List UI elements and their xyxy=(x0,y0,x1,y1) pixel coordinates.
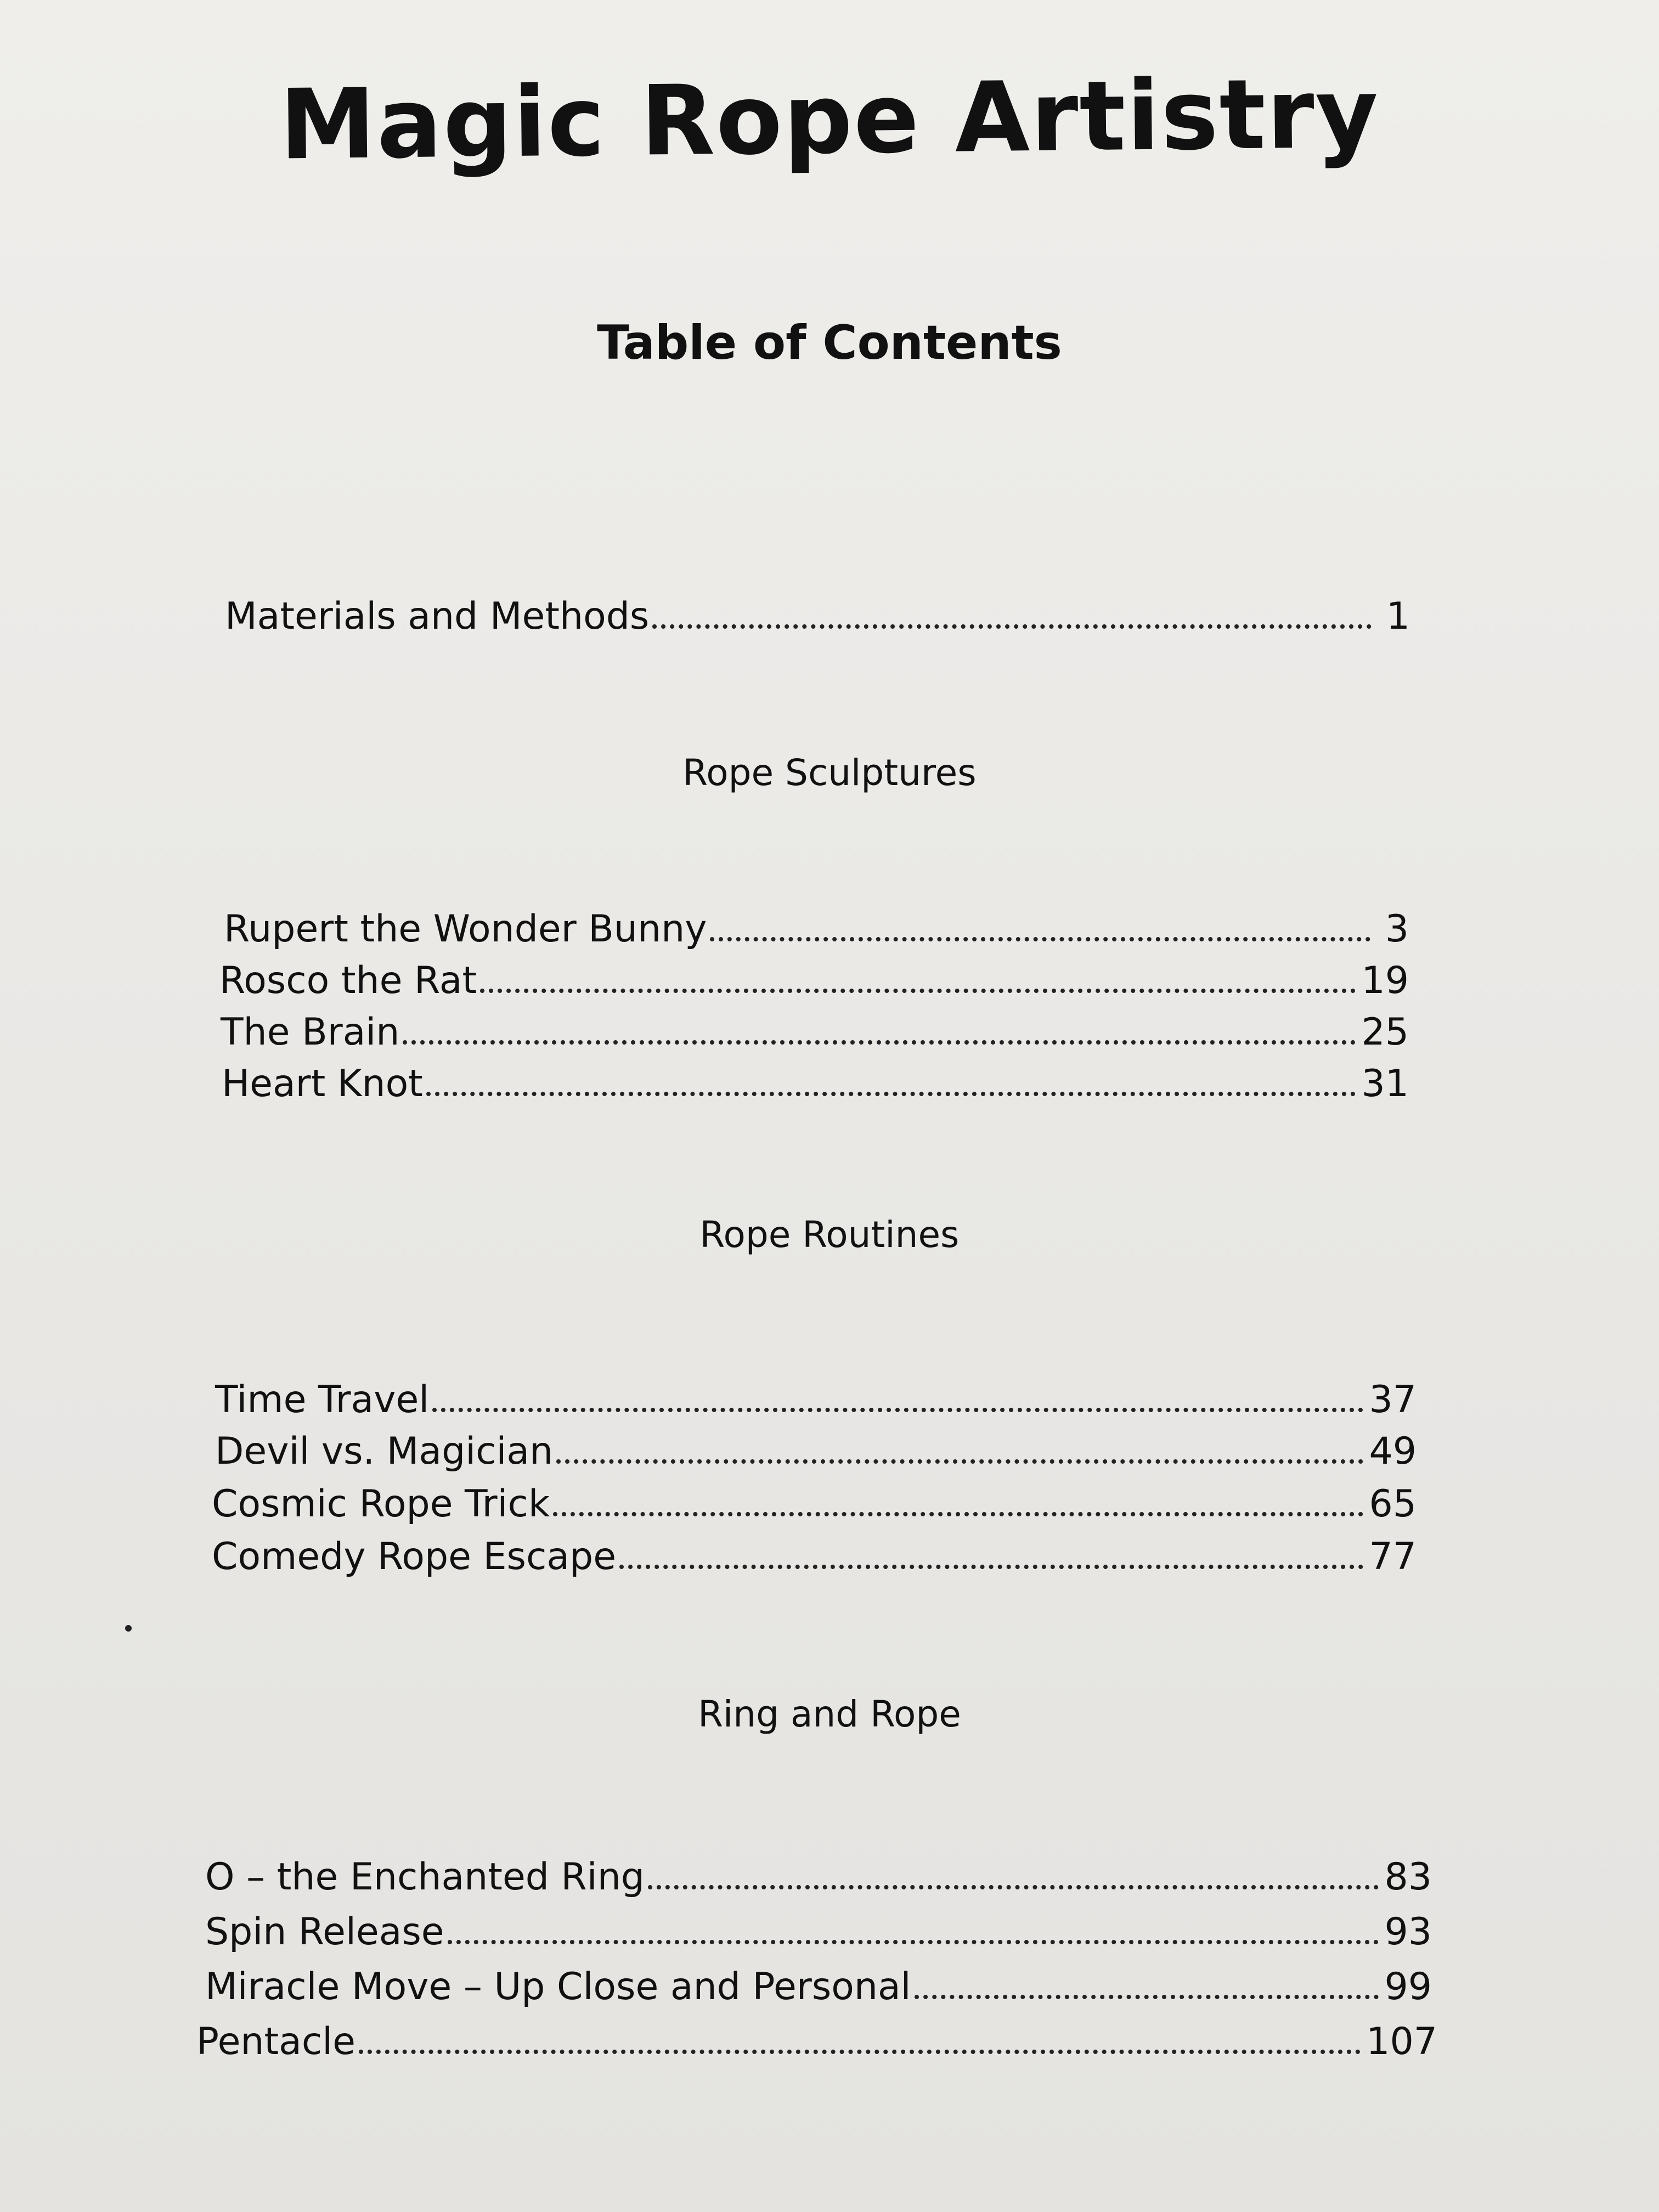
toc-entry xyxy=(225,594,1410,640)
toc-entry-page: 31 xyxy=(1361,1062,1409,1105)
stray-mark xyxy=(125,1625,132,1632)
toc-entry xyxy=(212,1481,1417,1527)
leader-dots xyxy=(553,1512,1363,1516)
toc-entry-page: 49 xyxy=(1369,1430,1417,1473)
toc-heading: Table of Contents xyxy=(597,315,1062,370)
toc-entry-page: 65 xyxy=(1369,1482,1417,1526)
leader-dots xyxy=(710,937,1370,941)
toc-entry-page: 1 xyxy=(1386,595,1410,638)
leader-dots xyxy=(432,1408,1363,1412)
leader-dots xyxy=(648,1885,1379,1889)
leader-dots xyxy=(556,1459,1363,1464)
section-heading-rope-sculptures: Rope Sculptures xyxy=(682,752,977,794)
toc-entry-page: 99 xyxy=(1384,1965,1432,2008)
toc-entry-page: 107 xyxy=(1366,2020,1437,2063)
leader-dots xyxy=(426,1092,1356,1096)
book-title: Magic Rope Artistry xyxy=(279,57,1380,182)
toc-entry-label: Cosmic Rope Trick xyxy=(212,1482,550,1526)
leader-dots xyxy=(448,1940,1379,1944)
toc-entry xyxy=(205,1909,1432,1955)
toc-entry xyxy=(221,1009,1409,1056)
toc-entry-label: Pentacle xyxy=(196,2020,356,2063)
section-heading-rope-routines: Rope Routines xyxy=(699,1214,960,1256)
toc-entry-label: Miracle Move – Up Close and Personal xyxy=(205,1965,911,2008)
toc-entry-label: O – the Enchanted Ring xyxy=(205,1855,645,1899)
toc-entry-label: Rosco the Rat xyxy=(219,959,477,1002)
toc-entry-label: Comedy Rope Escape xyxy=(212,1535,617,1578)
leader-dots xyxy=(359,2050,1361,2054)
toc-entry xyxy=(196,2019,1437,2065)
toc-entry-label: Heart Knot xyxy=(222,1062,423,1105)
leader-dots xyxy=(403,1040,1356,1045)
toc-entry-page: 83 xyxy=(1384,1855,1432,1899)
toc-entry-label: Spin Release xyxy=(205,1910,444,1954)
toc-entry-label: Devil vs. Magician xyxy=(215,1430,554,1473)
leader-dots xyxy=(480,989,1356,993)
leader-dots xyxy=(619,1565,1363,1569)
toc-entry-page: 25 xyxy=(1361,1011,1409,1054)
toc-entry-page: 77 xyxy=(1369,1535,1417,1578)
toc-entry xyxy=(205,1964,1432,2010)
toc-entry xyxy=(205,1854,1432,1900)
toc-entry-label: Time Travel xyxy=(215,1378,430,1421)
toc-entry-page: 93 xyxy=(1384,1910,1432,1954)
leader-dots xyxy=(915,1995,1379,1999)
toc-entry xyxy=(222,1061,1409,1107)
toc-entry-label: The Brain xyxy=(221,1011,400,1054)
toc-entry-label: Materials and Methods xyxy=(225,595,650,638)
toc-entry-page: 3 xyxy=(1385,907,1409,951)
section-heading-ring-and-rope: Ring and Rope xyxy=(698,1693,961,1735)
toc-entry xyxy=(215,1429,1417,1475)
toc-entry-page: 37 xyxy=(1369,1378,1417,1421)
toc-entry-label: Rupert the Wonder Bunny xyxy=(224,907,707,951)
toc-entry xyxy=(224,906,1409,952)
toc-entry-page: 19 xyxy=(1361,959,1409,1002)
leader-dots xyxy=(652,624,1372,629)
toc-entry xyxy=(215,1377,1417,1423)
toc-entry xyxy=(212,1534,1417,1580)
toc-entry xyxy=(219,958,1409,1004)
